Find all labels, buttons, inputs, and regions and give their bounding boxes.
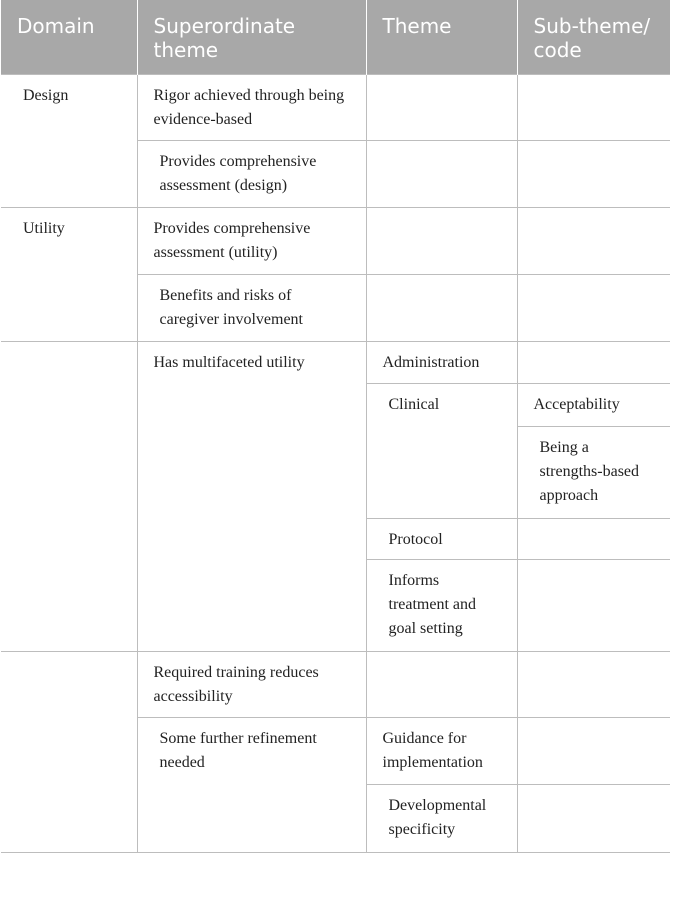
subtheme-cell (517, 718, 670, 785)
domain-cell (1, 342, 137, 652)
superordinate-cell: Provides comprehensive assessment (utility) (137, 208, 366, 275)
domain-cell: Utility (1, 208, 137, 342)
theme-cell (366, 208, 517, 275)
header-row (1, 0, 670, 75)
superordinate-cell: Provides comprehensive assessment (design) (137, 141, 366, 208)
theme-cell (366, 275, 517, 342)
subtheme-cell: Being a strengths-based approach (517, 427, 670, 519)
superordinate-cell: Rigor achieved through being evidence-based (137, 75, 366, 141)
theme-cell: Guidance for implementation (366, 718, 517, 785)
theme-cell (366, 75, 517, 141)
theme-cell: Administration (366, 342, 517, 384)
subtheme-cell (517, 141, 670, 208)
theme-cell (366, 141, 517, 208)
header-domain: Domain (1, 0, 137, 75)
subtheme-cell: Acceptability (517, 384, 670, 427)
table-row (1, 652, 670, 718)
subtheme-cell (517, 519, 670, 560)
subtheme-cell (517, 75, 670, 141)
table-row (1, 75, 670, 141)
theme-cell: Informs treatment and goal setting (366, 560, 517, 652)
superordinate-cell: Some further refinement needed (137, 718, 366, 853)
domain-cell: Design (1, 75, 137, 208)
theme-cell: Protocol (366, 519, 517, 560)
subtheme-cell (517, 275, 670, 342)
theme-cell (366, 652, 517, 718)
superordinate-cell: Has multifaceted utility (137, 342, 366, 652)
subtheme-cell (517, 208, 670, 275)
themes-table (1, 0, 670, 853)
subtheme-cell (517, 652, 670, 718)
subtheme-cell (517, 785, 670, 853)
superordinate-cell: Required training reduces accessibility (137, 652, 366, 718)
theme-cell: Developmental specificity (366, 785, 517, 853)
table-row (1, 208, 670, 275)
header-subtheme-code: Sub-theme/ code (517, 0, 670, 75)
header-superordinate-theme: Superordinate theme (137, 0, 366, 75)
domain-cell (1, 652, 137, 853)
header-theme: Theme (366, 0, 517, 75)
theme-cell: Clinical (366, 384, 517, 519)
superordinate-cell: Benefits and risks of caregiver involvement (137, 275, 366, 342)
table-row (1, 342, 670, 384)
subtheme-cell (517, 342, 670, 384)
subtheme-cell (517, 560, 670, 652)
